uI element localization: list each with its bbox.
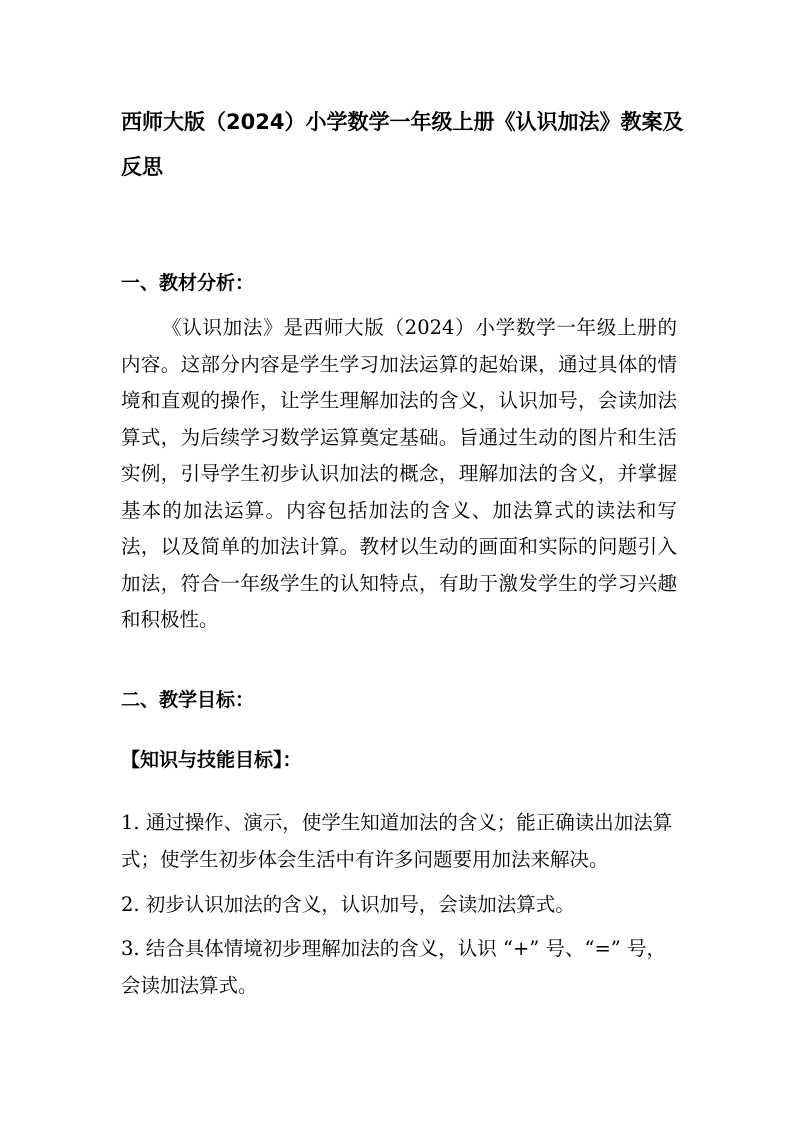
goal-item-3: 3. 结合具体情境初步理解加法的含义，认识 “+” 号、“=” 号，会读加法算式。 <box>121 937 666 997</box>
goal-item-1: 1. 通过操作、演示，使学生知道加法的含义；能正确读出加法算式；使学生初步体会生活中有许多问题要用加法来解决。 <box>121 811 673 871</box>
section-heading-teaching-goals: 二、教学目标： <box>121 689 255 711</box>
section-heading-textbook-analysis: 一、教材分析： <box>121 272 255 294</box>
document-title: 西师大版（2024）小学数学一年级上册《认识加法》教案及反思 <box>121 110 684 179</box>
textbook-analysis-paragraph: 《认识加法》是西师大版（2024）小学数学一年级上册的内容。这部分内容是学生学习加法运算的起始课，通过具体的情境和直观的操作，让学生理解加法的含义，认识加号，会读加法算式，为后续学习数学运算奠定基础。旨通过生动的图片和生活实例，引导学生初步认识加法的概念，理解加法的含义，并掌握基本的加法运算。内容包括加法的含义、加法算式的读法和写法，以及简单的加法计算。教材以生动的画面和实际的问题引入加法，符合一年级学生的认知特点，有助于激发学生的学习兴趣和积极性。 <box>121 316 677 631</box>
subheading-knowledge-skill-goals: 【知识与技能目标】： <box>121 749 302 771</box>
goal-item-2: 2. 初步认识加法的含义，认识加号，会读加法算式。 <box>121 893 575 916</box>
